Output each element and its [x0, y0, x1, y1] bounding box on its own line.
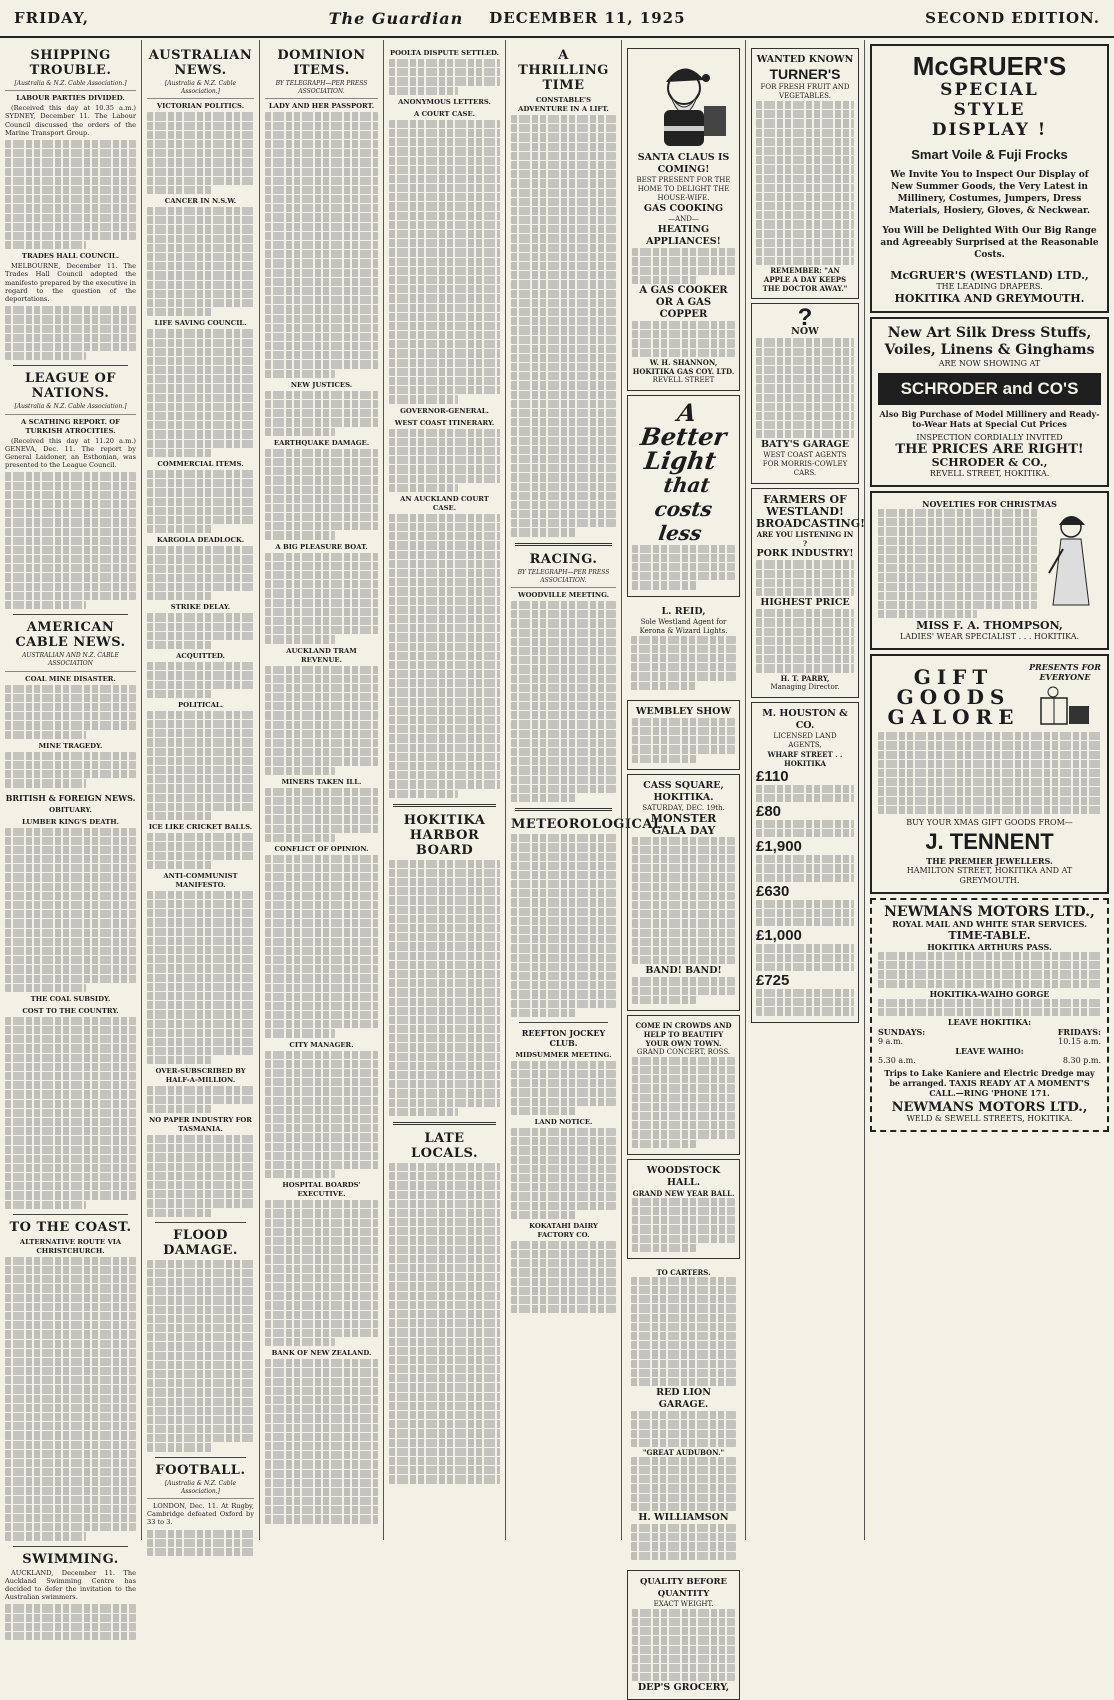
- source-line: BY TELEGRAPH—PER PRESS ASSOCIATION.: [511, 569, 616, 588]
- galore-word: GALORE: [887, 705, 1020, 730]
- gas-company: HOKITIKA GAS COY. LTD.: [632, 366, 735, 376]
- subhead: VICTORIAN POLITICS.: [156, 102, 245, 111]
- broadcasting-heading: BROADCASTING!: [756, 517, 865, 531]
- masthead-day: FRIDAY,: [14, 9, 90, 27]
- exact-weight: EXACT WEIGHT.: [653, 1599, 714, 1608]
- subhead: WOODVILLE MEETING.: [517, 591, 610, 600]
- source-line: [Australia & N.Z. Cable Association.]: [147, 80, 254, 99]
- newmans-ad: [870, 898, 1109, 1132]
- houston-ad: [751, 702, 859, 1023]
- subhead: CANCER IN N.S.W.: [164, 197, 237, 206]
- gift-boxes-icon: [1035, 682, 1095, 728]
- price-725: £725: [756, 971, 790, 989]
- masthead-edition: SECOND EDITION.: [925, 9, 1100, 27]
- presents-caption: PRESENTS FOR EVERYONE: [1029, 662, 1101, 683]
- silk-heading: New Art Silk Dress Stuffs, Voiles, Linens & Ginghams: [884, 325, 1095, 358]
- heating-appliances: HEATING APPLIANCES!: [646, 224, 721, 248]
- arthurs-pass-route: HOKITIKA ARTHURS PASS.: [927, 941, 1052, 952]
- subhead: CONSTABLE'S ADVENTURE IN A LIFT.: [518, 96, 609, 113]
- cass-headline: CASS SQUARE, HOKITIKA.: [643, 779, 724, 803]
- subhead: OBITUARY.: [49, 805, 92, 814]
- houston-name: M. HOUSTON & CO.: [762, 707, 848, 731]
- apple-slogan: REMEMBER: "AN APPLE A DAY KEEPS THE DOCTOR AWAY.": [762, 266, 848, 294]
- lady-illustration-icon: [1041, 509, 1101, 609]
- tennent-street: HAMILTON STREET, HOKITIKA AND AT GREYMOUTH.: [906, 865, 1073, 885]
- turner-ad: [751, 48, 859, 299]
- batys-ad: [751, 303, 859, 484]
- mcgruer-title: McGRUER'S: [912, 51, 1067, 81]
- listening-heading: ARE YOU LISTENING IN ?: [756, 530, 854, 549]
- subhead: LAND NOTICE.: [534, 1118, 593, 1127]
- subhead: POOLTA DISPUTE SETTLED.: [389, 49, 500, 57]
- price-80: £80: [756, 802, 782, 820]
- source-line: BY TELEGRAPH—PER PRESS ASSOCIATION.: [265, 80, 378, 99]
- sunday-time: 9 a.m.: [878, 1037, 904, 1047]
- gift-word: GIFT: [913, 665, 994, 690]
- subhead: ANTI-COMMUNIST MANIFESTO.: [163, 871, 238, 889]
- subhead: COAL MINE DISASTER.: [25, 674, 116, 683]
- article-text: LONDON, Dec. 11. At Rugby, Cambridge defeated Oxford by 33 to 3.: [147, 1502, 254, 1527]
- subhead: POLITICAL.: [177, 700, 224, 709]
- headline-football: FOOTBALL.: [155, 1462, 246, 1478]
- gas-cooker-headline: A GAS COOKER OR A GAS COPPER: [639, 284, 728, 320]
- showing-line: ARE NOW SHOWING AT: [938, 359, 1041, 368]
- concert-headline: COME IN CROWDS AND HELP TO BEAUTIFY YOUR OWN TOWN.: [635, 1020, 732, 1048]
- column-3: [260, 40, 384, 1540]
- champion-audubon: "GREAT AUDUBON.": [642, 1447, 725, 1457]
- woodstock-hall: WOODSTOCK HALL.: [646, 1164, 721, 1188]
- subhead: BANK OF NEW ZEALAND.: [271, 1349, 372, 1358]
- newmans-street: WELD & SEWELL STREETS, HOKITIKA.: [906, 1114, 1073, 1124]
- santa-illustration: [632, 54, 735, 152]
- column-4: [384, 40, 506, 1540]
- subhead: A BIG PLEASURE BOAT.: [275, 542, 368, 551]
- article-text: (Received this day at 11.20 a.m.) GENEVA, Dec. 11. The report by General Laidoner, an Esthonian, was presented to the League Council.: [5, 436, 136, 470]
- subhead: ALTERNATIVE ROUTE VIA CHRISTCHURCH.: [19, 1237, 122, 1255]
- subhead: GOVERNOR-GENERAL.: [400, 406, 489, 415]
- headline-american: AMERICAN CABLE NEWS.: [15, 620, 126, 651]
- schroder-company: SCHRODER & CO.,: [931, 456, 1048, 469]
- better-light-title: A Better Light: [638, 397, 729, 475]
- subhead: A COURT CASE.: [414, 109, 475, 118]
- invite-text: We Invite You to Inspect Our Display of New Summer Goods, the Very Latest in Millinery, Costumes, Jumpers, Dress Materials, Hosiery, Gloves, & Neckwear.: [888, 170, 1091, 216]
- gas-ad: [627, 48, 740, 391]
- subhead: COST TO THE COUNTRY.: [22, 1006, 119, 1015]
- subhead: CITY MANAGER.: [289, 1040, 354, 1049]
- special-line: SPECIAL: [940, 80, 1039, 100]
- highest-price: HIGHEST PRICE: [760, 597, 850, 609]
- santa-headline: SANTA CLAUS IS COMING!: [637, 152, 730, 176]
- carters-heading: TO CARTERS.: [656, 1267, 711, 1277]
- mcgruer-leading: THE LEADING DRAPERS.: [936, 282, 1043, 291]
- subhead: ACQUITTED.: [176, 652, 225, 661]
- subhead: WEST COAST ITINERARY.: [394, 418, 495, 427]
- schroder-ad: [870, 317, 1109, 487]
- reid-ad: [627, 601, 740, 696]
- taxi-note: Trips to Lake Kaniere and Electric Dredge may be arranged. TAXIS READY AT A MOMENT'S CALL.—RING 'PHONE 171.: [884, 1068, 1095, 1099]
- tennent-buy: BUY YOUR XMAS GIFT GOODS FROM—: [906, 817, 1073, 827]
- headline-swimming: SWIMMING.: [22, 1551, 119, 1567]
- subhead: OVER-SUBSCRIBED BY HALF-A-MILLION.: [155, 1067, 246, 1085]
- price-1900: £1,900: [756, 838, 802, 856]
- column-1: [0, 40, 142, 1602]
- subhead: AN AUCKLAND COURT CASE.: [400, 494, 489, 512]
- band-line: BAND! BAND!: [645, 965, 722, 977]
- headline-harbor: HOKITIKA HARBOR BOARD: [403, 812, 486, 858]
- column-5: [506, 40, 668, 1540]
- subhead: CONFLICT OF OPINION.: [274, 844, 369, 853]
- mcgruer-ad: [870, 44, 1109, 313]
- turner-name: TURNER'S: [769, 66, 841, 82]
- subhead: ICE LIKE CRICKET BALLS.: [148, 823, 253, 832]
- broadcasting-ad: [751, 488, 865, 697]
- schroder-title: SCHRODER and CO'S: [878, 373, 1101, 405]
- right-ads-column: [865, 40, 1114, 1540]
- mcgruer-ltd: McGRUER'S (WESTLAND) LTD.,: [890, 269, 1089, 282]
- leave-hokitika: LEAVE HOKITIKA:: [947, 1017, 1032, 1028]
- mcgruer-towns: HOKITIKA AND GREYMOUTH.: [894, 292, 1085, 305]
- waiho-route: HOKITIKA-WAIHO GORGE: [929, 988, 1050, 999]
- now-heading: NOW: [791, 326, 819, 338]
- masthead: [0, 0, 1114, 38]
- source-line: AUSTRALIAN AND N.Z. CABLE ASSOCIATION: [5, 652, 136, 671]
- headline-late-locals: LATE LOCALS.: [411, 1130, 478, 1161]
- masthead-date: DECEMBER 11, 1925: [489, 9, 686, 27]
- goods-word: GOODS: [896, 685, 1011, 710]
- wembley-ad: [627, 700, 740, 770]
- question-mark: ?: [797, 304, 813, 332]
- source-line: [Australia & N.Z. Cable Association.]: [5, 80, 136, 91]
- subhead: LUMBER KING'S DEATH.: [21, 817, 120, 826]
- headline-league: LEAGUE OF NATIONS.: [24, 371, 117, 402]
- prices-right: THE PRICES ARE RIGHT!: [895, 442, 1084, 457]
- price-110: £110: [756, 767, 789, 785]
- subhead: COMMERCIAL ITEMS.: [157, 459, 244, 468]
- cass-date: SATURDAY, DEC. 19th.: [642, 803, 725, 812]
- style-line: STYLE: [953, 100, 1026, 120]
- tennent-sub: THE PREMIER JEWELLERS.: [926, 855, 1053, 866]
- houston-sub: LICENSED LAND AGENTS,: [773, 731, 837, 749]
- thompson-ad: [870, 491, 1109, 650]
- headline-meteorological: METEOROLOGICAL.: [511, 817, 668, 833]
- santa-subline: BEST PRESENT FOR THE HOME TO DELIGHT THE HOUSE-WIFE.: [636, 176, 731, 203]
- subhead: KOKATAHI DAIRY FACTORY CO.: [529, 1221, 598, 1239]
- grocery-ad: [627, 1570, 740, 1700]
- headline-racing: RACING.: [529, 551, 598, 567]
- subhead: EARTHQUAKE DAMAGE.: [273, 438, 370, 447]
- subhead: LABOUR PARTIES DIVIDED.: [16, 94, 125, 103]
- column-2: [142, 40, 260, 1540]
- source-line: [Australia & N.Z. Cable Association.]: [5, 403, 136, 414]
- masthead-title: The Guardian: [328, 8, 464, 28]
- gas-street: REVELL STREET: [652, 375, 715, 384]
- subhead: THE COAL SUBSIDY.: [30, 994, 111, 1003]
- novelties-heading: NOVELTIES FOR CHRISTMAS: [922, 499, 1057, 509]
- subhead: A SCATHING REPORT. OF TURKISH ATROCITIES.: [21, 417, 120, 435]
- thompson-sub: LADIES' WEAR SPECIALIST . . . HOKITIKA.: [899, 632, 1080, 642]
- turner-sub: FOR FRESH FRUIT AND VEGETABLES.: [760, 83, 850, 100]
- concert-sub: GRAND CONCERT, ROSS.: [636, 1047, 731, 1056]
- subhead: NEW JUSTICES.: [290, 380, 353, 389]
- houston-street: WHARF STREET . . HOKITIKA: [767, 749, 843, 768]
- delighted-text: You Will be Delighted With Our Big Range and Agreeably Surprised at the Reasonable Costs.: [880, 226, 1099, 260]
- subhead: STRIKE DELAY.: [170, 603, 231, 612]
- headline-british: BRITISH & FOREIGN NEWS.: [5, 792, 136, 803]
- article-text: (Received this day at 10.35 a.m.) SYDNEY, December 11. The Labour Council discussed the orders of the Marine Transport Group.: [5, 104, 136, 137]
- new-year-ball: GRAND NEW YEAR BALL.: [632, 1188, 735, 1198]
- price-630: £630: [756, 882, 790, 900]
- williamson-name: H. WILLIAMSON: [638, 1512, 729, 1524]
- gas-cooking: GAS COOKING: [643, 203, 724, 215]
- concert-ad: [627, 1015, 740, 1155]
- subhead: HOSPITAL BOARDS' EXECUTIVE.: [282, 1181, 361, 1199]
- reid-sub: Sole Westland Agent for Kerona & Wizard Lights.: [639, 617, 728, 635]
- waiho-sunday-time: 5.30 a.m.: [878, 1056, 916, 1066]
- inspection-line: INSPECTION CORDIALLY INVITED: [916, 433, 1063, 442]
- newmans-footer: NEWMANS MOTORS LTD.,: [891, 1100, 1088, 1116]
- column-6-ads: [622, 40, 746, 1694]
- voile-line: Smart Voile & Fuji Frocks: [911, 147, 1068, 162]
- friday-time: 10.15 a.m.: [1058, 1037, 1101, 1047]
- gala-title: MONSTER GALA DAY: [650, 811, 717, 837]
- better-light-sub: that costs less: [653, 472, 714, 545]
- santa-icon: [634, 54, 734, 150]
- batys-sub: WEST COAST AGENTS FOR MORRIS-COWLEY CARS.: [762, 451, 848, 478]
- column-7-ads: [746, 40, 865, 1540]
- fridays-label: FRIDAYS:: [1057, 1027, 1101, 1038]
- schroder-street: REVELL STREET, HOKITIKA.: [929, 469, 1050, 478]
- tennent-name: J. TENNENT: [925, 828, 1054, 854]
- parry-title: Managing Director.: [770, 682, 840, 691]
- timetable-heading: TIME-TABLE.: [948, 928, 1031, 942]
- display-line: DISPLAY !: [931, 120, 1048, 140]
- headline-dominion: DOMINION ITEMS.: [277, 48, 366, 78]
- classified-ads: [627, 1263, 740, 1566]
- leave-waiho: LEAVE WAIHO:: [955, 1046, 1024, 1057]
- gala-ad: [627, 774, 740, 1011]
- source-line: [Australia & N.Z. Cable Association.]: [147, 1480, 254, 1499]
- article-text: AUCKLAND, December 11. The Auckland Swimming Centre has decided to defer the invitation to the Australian swimmers.: [5, 1568, 136, 1602]
- better-light-ad: [627, 395, 740, 597]
- royal-mail: ROYAL MAIL AND WHITE STAR SERVICES.: [892, 918, 1087, 929]
- parry-name: H. T. PARRY,: [780, 673, 830, 683]
- subhead: AUCKLAND TRAM REVENUE.: [286, 646, 357, 664]
- headline-shipping: SHIPPING TROUBLE.: [29, 48, 112, 78]
- subhead: MIDSUMMER MEETING.: [515, 1050, 612, 1059]
- batys-garage: BATY'S GARAGE: [761, 439, 849, 451]
- headline-coast: TO THE COAST.: [9, 1219, 132, 1235]
- deps-grocery: DEP'S GROCERY,: [637, 1682, 730, 1694]
- tennent-ad: [870, 654, 1109, 894]
- gas-and: —AND—: [668, 215, 699, 224]
- shannon-name: W. H. SHANNON,: [649, 357, 718, 367]
- newmans-title: NEWMANS MOTORS LTD.,: [884, 903, 1095, 920]
- subhead: TRADES HALL COUNCIL.: [21, 252, 120, 261]
- subhead: MINERS TAKEN ILL.: [281, 777, 362, 786]
- subhead: ANONYMOUS LETTERS.: [398, 97, 491, 106]
- reid-name: L. REID,: [661, 605, 706, 617]
- subhead: MINE TRAGEDY.: [38, 741, 103, 750]
- pork-heading: PORK INDUSTRY!: [756, 548, 854, 560]
- waiho-friday-time: 8.30 p.m.: [1062, 1056, 1101, 1066]
- farmers-heading: FARMERS OF WESTLAND!: [763, 493, 847, 519]
- quality-headline: QUALITY BEFORE QUANTITY: [639, 1576, 728, 1599]
- wanted-known: WANTED KNOWN: [756, 54, 854, 65]
- subhead: LIFE SAVING COUNCIL.: [154, 319, 247, 328]
- subhead: LADY AND HER PASSPORT.: [268, 102, 375, 111]
- red-lion-garage: RED LION GARAGE.: [656, 1387, 711, 1411]
- headline-reefton: REEFTON JOCKEY CLUB.: [521, 1027, 606, 1048]
- thompson-name: MISS F. A. THOMPSON,: [916, 619, 1063, 633]
- headline-thrilling: A THRILLING TIME: [518, 48, 609, 93]
- headline-australian: AUSTRALIAN NEWS.: [148, 48, 253, 78]
- subhead: KARGOLA DEADLOCK.: [156, 536, 245, 545]
- headline-flood: FLOOD DAMAGE.: [163, 1227, 238, 1258]
- purchase-text: Also Big Purchase of Model Millinery and Ready-to-Wear Hats at Special Cut Prices: [879, 409, 1100, 429]
- wembley-headline: WEMBLEY SHOW: [635, 705, 732, 717]
- price-1000: £1,000: [756, 927, 802, 945]
- ball-ad: [627, 1159, 740, 1259]
- sundays-label: SUNDAYS:: [878, 1027, 926, 1038]
- article-text: MELBOURNE, December 11. The Trades Hall Council adopted the manifesto prepared by the executive in regard to the question of the deportations.: [5, 262, 137, 304]
- subhead: NO PAPER INDUSTRY FOR TASMANIA.: [149, 1116, 252, 1134]
